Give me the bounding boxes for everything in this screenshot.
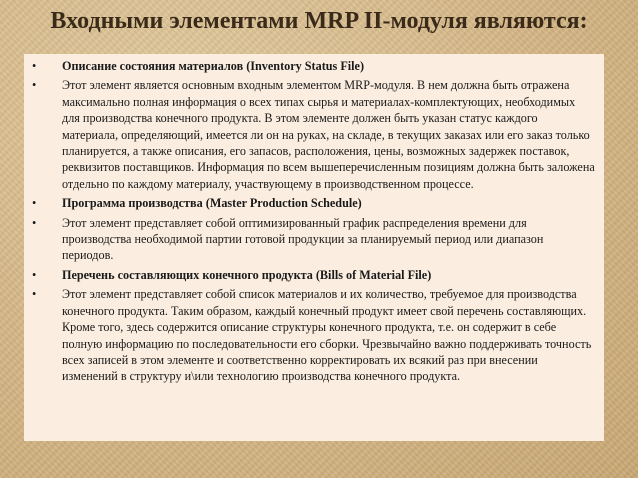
slide-title: Входными элементами MRP II-модуля являются: [50,8,588,34]
list-item-text: Программа производства (Master Production Schedule) [62,196,362,211]
list-item-text: Этот элемент является основным входным элементом MRP-модуля. В нем должна быть отражена максимально полная информация о всех типах сырья и материалах-комплектующих, необходимых для производства конечного продукта. В этом элементе должен быть указан статус каждого материала, определяющий, имеется ли он на руках, на складе, в текущих заказах или его заказ только планируется, а также описания, его запасов, расположения, цены, возможных задержек поставок, реквизитов поставщиков. Информация по всем вышеперечисленным позициям должна быть заложена отдельно по каждому материалу, участвующему в производственном процессе. [62,78,595,191]
bullet-marker: • [32,215,37,230]
list-item-text: Перечень составляющих конечного продукта (Bills of Material File) [62,267,432,282]
list-item-heading-schedule [32,195,596,211]
bullet-marker: • [32,287,37,302]
list-item-body-bom [32,286,596,384]
bullet-marker: • [32,78,37,93]
list-item-body-schedule [32,215,596,264]
list-item-text: Этот элемент представляет собой список материалов и их количество, требуемое для производства конечного продукта. Таким образом, каждый конечный продукт имеет свой перечень составляющих. Кроме того, здесь содержится описание структуры конечного продукта, т.е. он содержит в себе полную информацию по последовательности его сборки. Чрезвычайно важно поддерживать точность всех записей в этом элементе и соответственно корректировать их всякий раз при внесении изменений в структуру и\или технологию производства конечного продукта. [62,287,592,384]
list-item-heading-bom [32,267,596,283]
list-item-text: Этот элемент представляет собой оптимизированный график распределения времени для производства необходимой партии готовой продукции за планируемый период или диапазон периодов. [62,215,544,263]
list-item-body-inventory [32,77,596,192]
list-item-heading-inventory [32,58,596,74]
bullet-list [32,58,596,385]
bullet-marker: • [32,196,37,211]
content-panel [24,54,604,441]
bullet-marker: • [32,267,37,282]
list-item-text: Описание состояния материалов (Inventory Status File) [62,59,365,73]
bullet-marker: • [32,59,37,73]
